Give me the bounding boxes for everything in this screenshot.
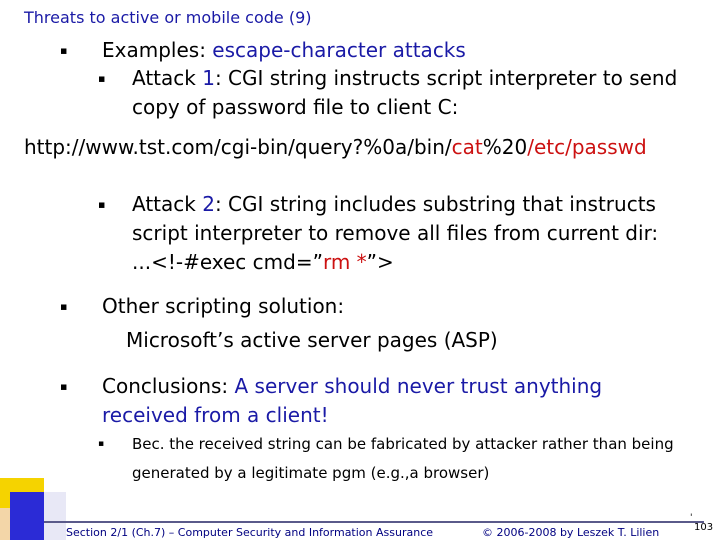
url-part: %20 [482, 135, 528, 159]
footer-section: Section 2/1 (Ch.7) – Computer Security and Information Assurance [66, 526, 434, 539]
attack2-code-end: ”> [366, 250, 394, 274]
attack1-prefix: Attack [132, 66, 203, 90]
page-number: 103 [694, 522, 714, 533]
conclusions-text: A server should never trust anything [234, 374, 603, 398]
footer-divider [44, 521, 704, 523]
sub-bullet-marker: ▪ [98, 72, 106, 85]
url-path: /etc/passwd [527, 135, 647, 159]
attack2-command: rm * [322, 250, 367, 274]
deco-light-block [44, 492, 66, 540]
bullet-marker: ▪ [60, 300, 68, 313]
footer-mark: ' [690, 513, 693, 523]
bullet-asp: Microsoft’s active server pages (ASP) [126, 328, 498, 352]
attack1-text: : CGI string instructs script interpreter to send [214, 66, 678, 90]
attack2-code: ...<!-#exec cmd=” [132, 250, 323, 274]
sub-bullet-marker: ▪ [98, 198, 106, 211]
sub-bullet-marker: ▪ [98, 439, 105, 449]
bullet-highlight: escape-character attacks [212, 38, 466, 62]
deco-tan-block [0, 508, 10, 540]
attack2-line2: script interpreter to remove all files from current dir: [132, 221, 659, 245]
conclusions-line2: received from a client! [102, 403, 329, 427]
deco-blue-block [10, 492, 44, 540]
attack2-number: 2 [202, 192, 215, 216]
url-part: http://www.tst.com/cgi-bin/query?%0a/bin/ [24, 135, 452, 159]
attack1-number: 1 [202, 66, 215, 90]
bullet-other-scripting: Other scripting solution: [102, 294, 345, 318]
slide-title: Threats to active or mobile code (9) [24, 8, 312, 27]
attack-url [24, 133, 647, 161]
attack2-prefix: Attack [132, 192, 203, 216]
bullet-marker: ▪ [60, 380, 68, 393]
bullet-label: Examples: [102, 38, 213, 62]
sub-bullet-line1: Bec. the received string can be fabricated by attacker rather than being [132, 435, 674, 453]
attack2-line1 [132, 190, 656, 218]
sub-bullet-line2: generated by a legitimate pgm (e.g.,a browser) [132, 464, 490, 482]
footer-copyright: © 2006-2008 by Leszek T. Lilien [482, 526, 660, 539]
bullet-marker: ▪ [60, 44, 68, 57]
url-command: cat [451, 135, 483, 159]
bullet-conclusions [102, 372, 602, 400]
attack1-line2: copy of password file to client C: [132, 95, 459, 119]
bullet-examples [102, 36, 466, 64]
attack2-text: : CGI string includes substring that instructs [214, 192, 656, 216]
conclusions-label: Conclusions: [102, 374, 235, 398]
attack1-line1 [132, 64, 677, 92]
attack2-line3 [132, 248, 394, 276]
